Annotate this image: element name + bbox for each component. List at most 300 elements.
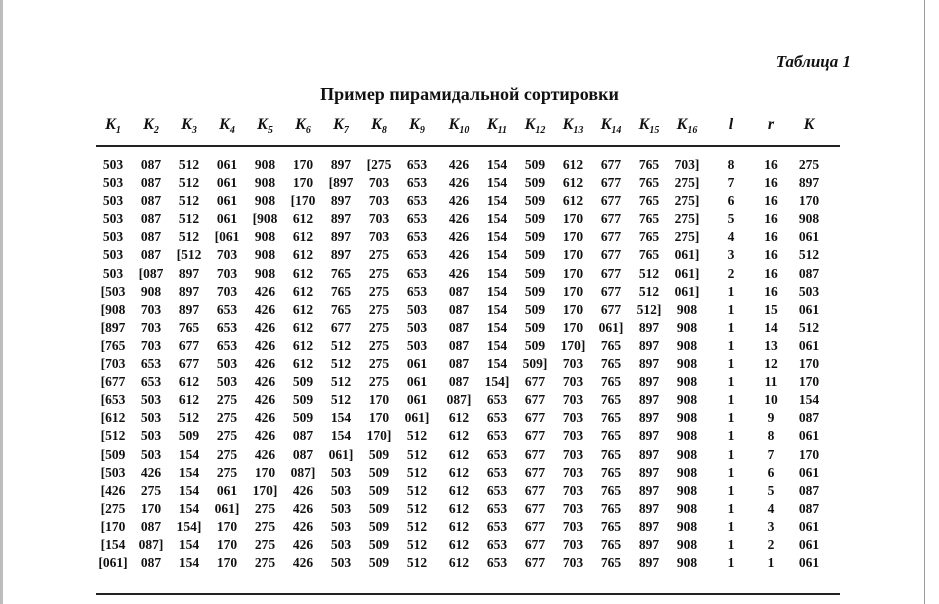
table-cell: 512] [636, 301, 662, 317]
table-cell: 154] [484, 374, 510, 390]
column-header-index: 13 [573, 125, 584, 137]
table-cell: 509 [368, 500, 390, 516]
table-row [96, 337, 846, 355]
table-cell: 087 [448, 319, 470, 335]
table-cell: 908 [254, 247, 276, 263]
column-header-letter: K [524, 116, 536, 133]
table-cell: 426 [254, 337, 276, 353]
table-cell: 612 [448, 518, 470, 534]
table-cell: 170 [798, 193, 820, 209]
table-cell: 2 [727, 265, 735, 281]
table-cell: 512 [638, 283, 660, 299]
table-cell: 512 [406, 464, 428, 480]
table-cell: 765 [638, 193, 660, 209]
table-cell: 426 [254, 374, 276, 390]
column-header-letter: K [295, 116, 306, 133]
table-cell: 703 [562, 356, 584, 372]
table-cell: 677 [524, 555, 546, 571]
table-cell: 503 [140, 392, 162, 408]
table-cell: 509 [524, 301, 546, 317]
column-header-letter: K [409, 116, 420, 133]
table-cell: 509 [524, 175, 546, 191]
table-cell: 426 [140, 464, 162, 480]
table-cell: 703 [562, 374, 584, 390]
table-cell: 703 [562, 410, 584, 426]
table-cell: 677 [600, 247, 622, 263]
table-cell: [908 [100, 301, 126, 317]
table-cell: 170 [292, 175, 314, 191]
table-cell: 653 [406, 247, 428, 263]
table-cell: 677 [178, 356, 200, 372]
table-cell: 612 [448, 555, 470, 571]
table-cell: 3 [767, 518, 775, 534]
table-cell: 087 [140, 229, 162, 245]
table-cell: 275 [216, 446, 238, 462]
table-cell: 170 [216, 518, 238, 534]
table-cell: 503 [330, 536, 352, 552]
column-header-index: 6 [305, 125, 311, 137]
table-cell: 061] [674, 283, 700, 299]
table-cell: 8 [727, 157, 735, 172]
table-cell: 503 [216, 356, 238, 372]
table-cell: 170 [798, 374, 820, 390]
table-cell: 677 [524, 410, 546, 426]
table-cell: [426 [100, 482, 126, 498]
table-cell: 170 [368, 392, 390, 408]
table-cell: [512 [176, 247, 202, 263]
table-cell: 2 [767, 536, 775, 552]
column-header-letter: K [333, 116, 344, 133]
table-cell: 275 [368, 247, 390, 263]
column-header-index: 10 [459, 125, 470, 137]
column-header-letter: K [638, 116, 650, 133]
table-cell: 170 [562, 283, 584, 299]
table-cell: 703 [140, 337, 162, 353]
column-header-letter: K [486, 116, 498, 133]
table-cell: 897 [178, 265, 200, 281]
table-cell: 677 [178, 337, 200, 353]
table-cell: 503 [406, 319, 428, 335]
table-cell: 426 [254, 356, 276, 372]
table-cell: 897 [638, 374, 660, 390]
table-cell: 1 [727, 356, 735, 372]
table-cell: 765 [638, 157, 660, 172]
table-cell: 512 [330, 337, 352, 353]
table-cell: 612 [448, 410, 470, 426]
table-cell: 509 [368, 518, 390, 534]
table-cell: 612 [562, 157, 584, 172]
table-cell: 509 [524, 193, 546, 209]
table-cell: 061 [798, 555, 820, 571]
table-cell: 503 [102, 175, 124, 191]
table-cell: 061 [406, 374, 428, 390]
column-header [440, 116, 478, 136]
table-cell: 765 [600, 410, 622, 426]
table-cell: 512 [330, 356, 352, 372]
table-cell: 061] [214, 500, 240, 516]
table-cell: 908 [676, 500, 698, 516]
table-cell: 087 [448, 283, 470, 299]
column-header-letter: K [676, 116, 688, 133]
table-cell: 503 [798, 283, 820, 299]
table-row [96, 156, 846, 174]
table-cell: 1 [727, 500, 735, 516]
table-cell: 426 [254, 319, 276, 335]
table-cell: 275 [254, 555, 276, 571]
table-cell: 897 [638, 337, 660, 353]
table-cell: 275 [368, 319, 390, 335]
table-cell: 653 [486, 536, 508, 552]
table-cell: 1 [727, 283, 735, 299]
table-row [96, 246, 846, 264]
table-cell: 908 [676, 410, 698, 426]
table-cell: 509 [368, 536, 390, 552]
table-cell: 154 [798, 392, 820, 408]
column-header [132, 116, 170, 136]
table-cell: 765 [600, 374, 622, 390]
table-cell: 509 [178, 428, 200, 444]
table-cell: 897 [798, 175, 820, 191]
column-header-index: 12 [535, 125, 546, 137]
table-cell: 087 [292, 446, 314, 462]
table-cell: 512 [330, 374, 352, 390]
table-cell: 154 [486, 157, 508, 172]
table-cell: 512 [178, 211, 200, 227]
table-cell: 908 [676, 446, 698, 462]
table-cell: 677 [524, 392, 546, 408]
table-cell: [170 [100, 518, 126, 534]
table-row [96, 518, 846, 536]
table-cell: 703 [368, 211, 390, 227]
column-header-letter: K [105, 116, 116, 133]
table-cell: 703 [562, 482, 584, 498]
table-cell: 653 [486, 446, 508, 462]
table-cell: 275] [674, 175, 700, 191]
table-cell: 170] [366, 428, 392, 444]
table-cell: 612 [292, 265, 314, 281]
table-cell: 10 [764, 392, 778, 408]
table-cell: 16 [764, 283, 778, 299]
table-cell: 765 [600, 482, 622, 498]
table-cell: 512 [178, 157, 200, 172]
table-cell: 14 [764, 319, 778, 335]
table-cell: 703 [562, 555, 584, 571]
column-header [246, 116, 284, 136]
table-cell: 154] [176, 518, 202, 534]
table-cell: 087 [140, 555, 162, 571]
table-cell: 897 [330, 193, 352, 209]
table-cell: 908 [676, 374, 698, 390]
table-cell: 703 [368, 193, 390, 209]
table-cell: 12 [764, 356, 778, 372]
table-cell: 13 [764, 337, 778, 353]
table-cell: 765 [600, 446, 622, 462]
table-cell: 612 [178, 392, 200, 408]
table-cell: 908 [676, 464, 698, 480]
table-cell: 653 [486, 410, 508, 426]
table-cell: 154 [178, 500, 200, 516]
table-cell: 503 [102, 265, 124, 281]
table-cell: 061] [598, 319, 624, 335]
table-cell: 087 [448, 356, 470, 372]
table-cell: 509 [368, 464, 390, 480]
table-cell: 765 [330, 301, 352, 317]
table-cell: 503 [330, 482, 352, 498]
table-cell: 426 [448, 229, 470, 245]
table-cell: 512 [406, 428, 428, 444]
table-cell: 170 [140, 500, 162, 516]
table-cell: 154 [178, 446, 200, 462]
table-cell: 612 [562, 175, 584, 191]
table-cell: 677 [524, 374, 546, 390]
table-cell: 061] [404, 410, 430, 426]
column-header-index: 14 [611, 125, 622, 137]
table-cell: 703 [562, 392, 584, 408]
table-cell: 503 [102, 229, 124, 245]
table-cell: 512 [406, 536, 428, 552]
table-cell: 512 [798, 319, 820, 335]
table-cell: 087 [140, 518, 162, 534]
table-cell: 275] [674, 193, 700, 209]
table-cell: 503 [216, 374, 238, 390]
table-cell: 087] [138, 536, 164, 552]
table-cell: 503 [330, 500, 352, 516]
table-cell: 908 [798, 211, 820, 227]
table-cell: 503 [140, 428, 162, 444]
table-cell: 426 [292, 482, 314, 498]
table-cell: 6 [727, 193, 735, 209]
table-cell: 612 [292, 229, 314, 245]
table-bottom-divider [96, 593, 840, 595]
table-cell: 897 [178, 283, 200, 299]
table-cell: 061] [328, 446, 354, 462]
table-cell: 512 [178, 410, 200, 426]
table-cell: 087 [140, 247, 162, 263]
table-cell: 426 [254, 301, 276, 317]
table-cell: 897 [638, 446, 660, 462]
table-cell: 653 [216, 337, 238, 353]
table-cell: 908 [254, 229, 276, 245]
table-cell: 503 [330, 555, 352, 571]
table-row [96, 265, 846, 283]
table-cell: 512 [406, 482, 428, 498]
table-cell: 897 [638, 428, 660, 444]
table-cell: 061 [798, 337, 820, 353]
table-cell: 612 [448, 500, 470, 516]
column-header-index: 4 [229, 125, 235, 137]
table-cell: 16 [764, 229, 778, 245]
table-cell: 275 [368, 283, 390, 299]
table-cell: 908 [676, 555, 698, 571]
table-cell: [087 [138, 265, 164, 281]
table-cell: 503 [140, 410, 162, 426]
table-cell: 1 [727, 518, 735, 534]
table-cell: 908 [676, 301, 698, 317]
table-cell: 765 [178, 319, 200, 335]
table-cell: 426 [448, 157, 470, 172]
table-cell: 061 [798, 464, 820, 480]
table-cell: 897 [638, 482, 660, 498]
table-cell: 765 [600, 392, 622, 408]
table-row [96, 554, 846, 572]
table-cell: 677 [600, 265, 622, 281]
table-cell: 426 [448, 265, 470, 281]
table-cell: 897 [638, 464, 660, 480]
table-cell: 897 [638, 518, 660, 534]
table-row [96, 210, 846, 228]
table-cell: 703 [562, 536, 584, 552]
column-header-index: 9 [419, 125, 425, 137]
table-cell: 16 [764, 247, 778, 263]
table-cell: 16 [764, 265, 778, 281]
table-cell: 16 [764, 193, 778, 209]
table-cell: 765 [330, 265, 352, 281]
column-header-letter: K [803, 116, 815, 133]
table-cell: 154 [178, 482, 200, 498]
table-cell: 512 [798, 247, 820, 263]
table-cell: 765 [600, 518, 622, 534]
table-cell: 503 [140, 446, 162, 462]
table-cell: 677 [524, 518, 546, 534]
table-row [96, 500, 846, 518]
table-cell: [897 [328, 175, 354, 191]
column-header-index: 1 [115, 125, 121, 137]
table-row [96, 536, 846, 554]
table-cell: 612 [448, 482, 470, 498]
table-label: Таблица 1 [775, 52, 851, 71]
table-cell: 677 [600, 211, 622, 227]
table-cell: 154 [486, 319, 508, 335]
table-cell: [503 [100, 283, 126, 299]
table-cell: 087 [140, 211, 162, 227]
table-cell: 1 [727, 374, 735, 390]
table-cell: 612 [292, 319, 314, 335]
table-cell: 509 [524, 247, 546, 263]
table-cell: 061 [406, 392, 428, 408]
table-cell: 170] [252, 482, 278, 498]
table-row [96, 174, 846, 192]
table-cell: 897 [638, 319, 660, 335]
table-cell: 426 [254, 410, 276, 426]
column-header-index: 7 [343, 125, 349, 137]
table-cell: 908 [254, 157, 276, 172]
table-cell: 512 [406, 446, 428, 462]
table-cell: 653 [486, 392, 508, 408]
table-cell: [061] [98, 555, 128, 571]
table-cell: 16 [764, 157, 778, 172]
table-cell: 703 [562, 428, 584, 444]
table-cell: 653 [140, 374, 162, 390]
table-cell: 170 [562, 319, 584, 335]
table-cell: 512 [330, 392, 352, 408]
table-cell: 170 [562, 265, 584, 281]
table-cell: 087 [140, 157, 162, 172]
table-cell: 4 [767, 500, 775, 516]
table-cell: 703 [216, 283, 238, 299]
column-header-index: 11 [497, 125, 508, 137]
table-cell: 1 [727, 428, 735, 444]
table-cell: 426 [448, 211, 470, 227]
table-cell: 703 [562, 500, 584, 516]
table-cell: 11 [764, 374, 778, 390]
column-header-letter: K [181, 116, 192, 133]
table-cell: 087 [798, 500, 820, 516]
column-header-index: 3 [191, 125, 197, 137]
header-divider [96, 145, 840, 147]
table-cell: [653 [100, 392, 126, 408]
table-cell: 908 [676, 428, 698, 444]
table-cell: 061] [674, 247, 700, 263]
table-cell: 275 [254, 518, 276, 534]
table-cell: 426 [254, 283, 276, 299]
table-cell: 275 [368, 356, 390, 372]
column-header-index: 16 [687, 125, 698, 137]
table-cell: 170 [562, 247, 584, 263]
table-cell: 509 [524, 265, 546, 281]
table-cell: 677 [524, 464, 546, 480]
table-cell: 170 [216, 536, 238, 552]
table-cell: 154 [486, 229, 508, 245]
table-cell: 897 [638, 536, 660, 552]
table-cell: 1 [727, 301, 735, 317]
table-cell: 154 [486, 265, 508, 281]
table-row [96, 355, 846, 373]
table-cell: 677 [600, 229, 622, 245]
table-row [96, 283, 846, 301]
table-cell: 087 [140, 175, 162, 191]
table-cell: [703 [100, 356, 126, 372]
table-cell: 677 [524, 536, 546, 552]
table-cell: 426 [448, 193, 470, 209]
column-header [208, 116, 246, 136]
table-cell: 612 [562, 193, 584, 209]
table-cell: 275 [368, 301, 390, 317]
table-cell: 653 [486, 555, 508, 571]
column-header [398, 116, 436, 136]
table-cell: 087 [292, 428, 314, 444]
table-cell: 908 [676, 518, 698, 534]
table-cell: 897 [638, 410, 660, 426]
table-cell: 275 [368, 265, 390, 281]
table-cell: 897 [638, 356, 660, 372]
table-cell: 154 [486, 193, 508, 209]
table-cell: 503 [102, 211, 124, 227]
column-header-index: 15 [649, 125, 660, 137]
table-cell: 677 [524, 482, 546, 498]
table-cell: [503 [100, 464, 126, 480]
table-cell: 154 [178, 536, 200, 552]
table-cell: 897 [638, 500, 660, 516]
table-cell: 677 [524, 428, 546, 444]
table-cell: 677 [600, 175, 622, 191]
table-cell: 509] [522, 356, 548, 372]
table-cell: 061 [216, 193, 238, 209]
column-header-letter: K [219, 116, 230, 133]
table-cell: 503 [102, 247, 124, 263]
table-cell: 170 [798, 446, 820, 462]
table-cell: 503 [406, 337, 428, 353]
table-cell: 275 [216, 464, 238, 480]
table-cell: 275 [254, 500, 276, 516]
table-cell: 512 [178, 229, 200, 245]
table-cell: 765 [600, 464, 622, 480]
column-header [554, 116, 592, 136]
column-header-index: 5 [267, 125, 273, 137]
table-cell: 154 [486, 301, 508, 317]
table-cell: 426 [254, 392, 276, 408]
table-cell: 061 [216, 175, 238, 191]
table-cell: [897 [100, 319, 126, 335]
